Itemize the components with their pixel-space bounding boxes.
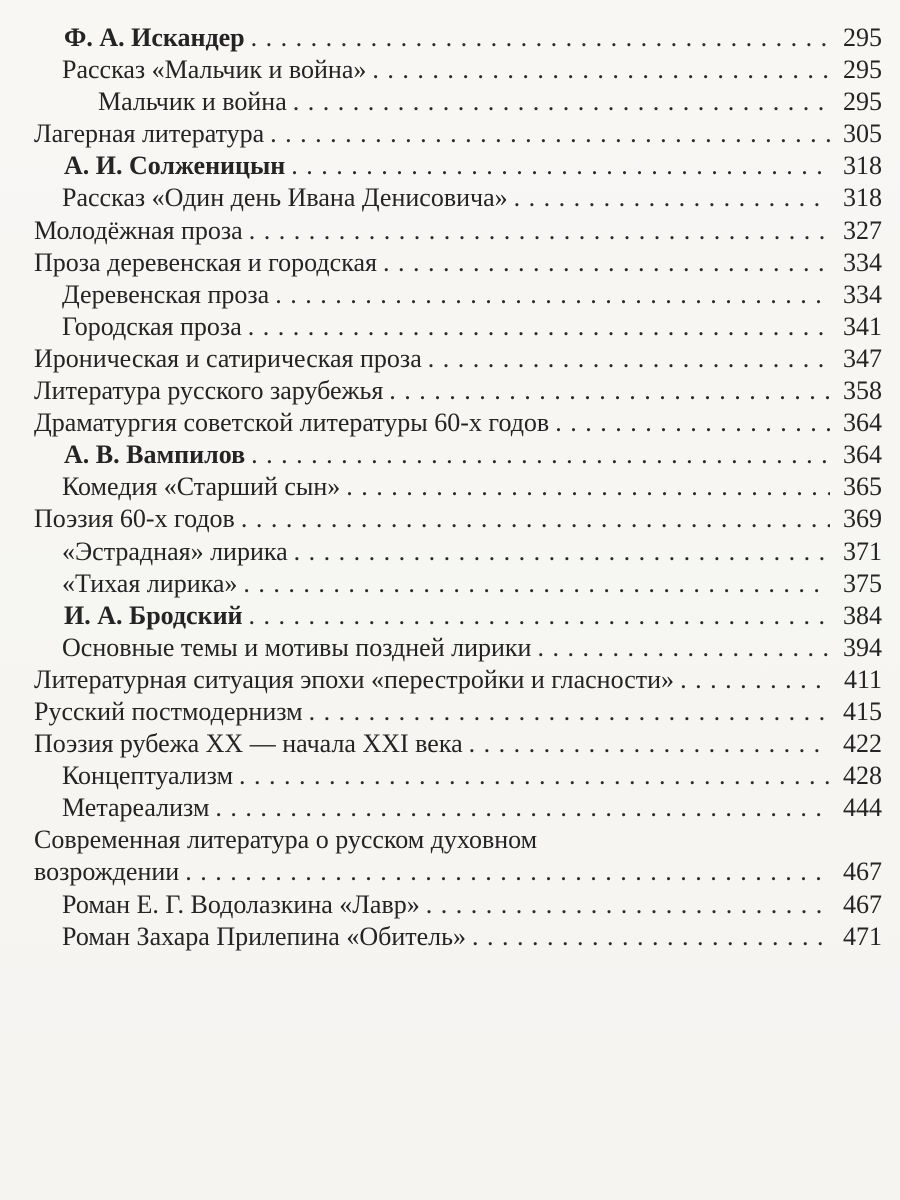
toc-entry-line bbox=[34, 696, 882, 728]
toc-entry bbox=[0, 568, 900, 600]
toc-entry bbox=[0, 760, 900, 792]
toc-entry-line bbox=[34, 728, 882, 760]
table-of-contents bbox=[0, 22, 900, 953]
toc-page-number: 467 bbox=[843, 857, 882, 887]
toc-leader-dots bbox=[243, 568, 830, 600]
toc-entry-title: Поэзия 60-х годов bbox=[34, 504, 235, 534]
toc-page-number: 358 bbox=[843, 376, 882, 406]
toc-entry-title: Концептуализм bbox=[62, 761, 234, 791]
toc-leader-dots bbox=[383, 247, 830, 279]
toc-page-number: 422 bbox=[843, 729, 882, 759]
toc-entry bbox=[0, 536, 900, 568]
toc-page-number: 295 bbox=[843, 23, 882, 52]
toc-leader-dots bbox=[372, 54, 830, 86]
toc-entry-title: Мальчик и война bbox=[98, 87, 287, 117]
toc-entry-line bbox=[62, 536, 882, 568]
toc-entry-title-line1: Современная литература о русском духовном bbox=[34, 825, 538, 855]
toc-entry bbox=[0, 503, 900, 535]
toc-entry-line bbox=[62, 889, 882, 921]
toc-entry-line bbox=[34, 247, 882, 279]
toc-page-number: 375 bbox=[843, 568, 882, 598]
toc-entry-line bbox=[62, 921, 882, 953]
toc-leader-dots bbox=[680, 664, 830, 696]
toc-leader-dots bbox=[555, 407, 830, 439]
toc-page-number: 384 bbox=[843, 600, 882, 630]
toc-entry-line bbox=[62, 311, 882, 343]
toc-leader-dots bbox=[275, 279, 830, 311]
toc-entry-title: Поэзия рубежа XX — начала XXI века bbox=[34, 729, 463, 759]
toc-page-number: 364 bbox=[843, 440, 882, 470]
toc-entry bbox=[0, 54, 900, 86]
toc-page-number: 444 bbox=[843, 793, 882, 823]
toc-entry bbox=[0, 86, 900, 118]
toc-leader-dots bbox=[514, 182, 830, 214]
toc-entry-line bbox=[62, 54, 882, 86]
toc-entry-title: «Эстрадная» лирика bbox=[62, 536, 288, 566]
toc-entry bbox=[0, 247, 900, 279]
toc-entry bbox=[0, 728, 900, 760]
toc-entry bbox=[0, 22, 900, 54]
toc-page-number: 471 bbox=[843, 921, 882, 951]
toc-leader-dots bbox=[251, 439, 830, 471]
toc-page-number: 341 bbox=[843, 311, 882, 341]
toc-page-number: 295 bbox=[843, 87, 882, 117]
toc-page-number: 334 bbox=[843, 247, 882, 277]
toc-page-number: 415 bbox=[843, 696, 882, 726]
toc-leader-dots bbox=[294, 536, 830, 568]
toc-leader-dots bbox=[249, 600, 830, 632]
toc-entry-line bbox=[64, 150, 882, 182]
toc-page-number: 411 bbox=[843, 664, 882, 694]
toc-leader-dots bbox=[241, 503, 830, 535]
toc-entry-line bbox=[98, 86, 882, 118]
toc-entry-title: Комедия «Старший сын» bbox=[62, 472, 341, 502]
toc-entry-title: Драматургия советской литературы 60-х годов bbox=[34, 408, 550, 438]
toc-entry-title: А. В. Вампилов bbox=[64, 440, 246, 470]
toc-entry bbox=[0, 215, 900, 247]
toc-entry-title: Основные темы и мотивы поздней лирики bbox=[62, 632, 532, 662]
toc-entry-title: «Тихая лирика» bbox=[62, 568, 238, 598]
toc-entry bbox=[0, 632, 900, 664]
toc-entry-line bbox=[62, 182, 882, 214]
toc-entry bbox=[0, 889, 900, 921]
toc-entry bbox=[0, 279, 900, 311]
toc-entry-title: А. И. Солженицын bbox=[64, 151, 286, 181]
toc-entry-line bbox=[34, 215, 882, 247]
toc-page-number: 305 bbox=[843, 119, 882, 149]
toc-leader-dots bbox=[239, 760, 830, 792]
toc-page-number: 467 bbox=[843, 889, 882, 919]
toc-page-number: 394 bbox=[843, 632, 882, 662]
toc-entry-title: Ироническая и сатирическая проза bbox=[34, 343, 422, 373]
toc-entry-title: Роман Захара Прилепина «Обитель» bbox=[62, 921, 466, 951]
toc-leader-dots bbox=[291, 150, 830, 182]
toc-entry-line bbox=[62, 632, 882, 664]
toc-page-number: 347 bbox=[843, 343, 882, 373]
toc-entry bbox=[0, 921, 900, 953]
toc-entry-title: И. А. Бродский bbox=[64, 600, 243, 630]
toc-entry-line bbox=[34, 503, 882, 535]
toc-entry-title: Русский постмодернизм bbox=[34, 696, 303, 726]
toc-entry-line bbox=[34, 407, 882, 439]
toc-entry bbox=[0, 182, 900, 214]
toc-entry bbox=[0, 375, 900, 407]
toc-page-number: 364 bbox=[843, 408, 882, 438]
toc-leader-dots bbox=[426, 889, 830, 921]
toc-entry-title: возрождении bbox=[34, 857, 180, 887]
toc-page-number: 369 bbox=[843, 504, 882, 534]
toc-entry bbox=[0, 343, 900, 375]
toc-entry-line bbox=[62, 760, 882, 792]
toc-entry bbox=[0, 792, 900, 824]
toc-entry-line bbox=[64, 22, 882, 54]
toc-entry-line bbox=[34, 118, 882, 150]
toc-page-number: 318 bbox=[843, 183, 882, 213]
toc-leader-dots bbox=[309, 696, 830, 728]
toc-entry bbox=[0, 600, 900, 632]
toc-leader-dots bbox=[472, 921, 830, 953]
toc-page-number: 334 bbox=[843, 279, 882, 309]
toc-entry-title: Лагерная литература bbox=[34, 119, 265, 149]
toc-leader-dots bbox=[185, 856, 830, 888]
toc-leader-dots bbox=[293, 86, 830, 118]
toc-page-number: 318 bbox=[843, 151, 882, 181]
toc-entry-line bbox=[62, 471, 882, 503]
toc-entry-title: Рассказ «Мальчик и война» bbox=[62, 55, 367, 85]
toc-leader-dots bbox=[346, 471, 830, 503]
toc-entry-line bbox=[34, 856, 882, 888]
toc-entry-title: Деревенская проза bbox=[62, 279, 270, 309]
toc-entry-line bbox=[62, 279, 882, 311]
toc-leader-dots bbox=[469, 728, 830, 760]
toc-leader-dots bbox=[248, 311, 830, 343]
toc-entry bbox=[0, 471, 900, 503]
toc-leader-dots bbox=[428, 343, 830, 375]
toc-entry bbox=[0, 150, 900, 182]
toc-entry-line bbox=[64, 439, 882, 471]
toc-entry bbox=[0, 311, 900, 343]
toc-leader-dots bbox=[389, 375, 830, 407]
toc-entry-line bbox=[64, 600, 882, 632]
toc-leader-dots bbox=[251, 22, 830, 54]
toc-entry bbox=[0, 696, 900, 728]
toc-entry-line bbox=[34, 375, 882, 407]
toc-leader-dots bbox=[249, 215, 830, 247]
toc-entry bbox=[0, 439, 900, 471]
toc-entry-title: Проза деревенская и городская bbox=[34, 247, 377, 277]
toc-page-number: 327 bbox=[843, 215, 882, 245]
toc-entry-line bbox=[62, 568, 882, 600]
toc-entry-title: Рассказ «Один день Ивана Денисовича» bbox=[62, 183, 508, 213]
toc-entry bbox=[0, 407, 900, 439]
toc-entry-line bbox=[34, 664, 882, 696]
toc-entry-line bbox=[34, 343, 882, 375]
toc-entry bbox=[0, 856, 900, 888]
toc-leader-dots bbox=[270, 118, 830, 150]
toc-leader-dots bbox=[215, 792, 830, 824]
toc-entry-title: Метареализм bbox=[62, 793, 210, 823]
toc-page-number: 371 bbox=[843, 536, 882, 566]
toc-entry-title: Молодёжная проза bbox=[34, 215, 243, 245]
toc-entry bbox=[0, 118, 900, 150]
toc-entry-title: Литература русского зарубежья bbox=[34, 376, 384, 406]
toc-entry-title: Роман Е. Г. Водолазкина «Лавр» bbox=[62, 889, 420, 919]
toc-entry-line bbox=[62, 792, 882, 824]
toc-entry-title: Ф. А. Искандер bbox=[64, 23, 245, 52]
toc-page-number: 365 bbox=[843, 472, 882, 502]
toc-page-number: 428 bbox=[843, 761, 882, 791]
toc-leader-dots bbox=[537, 632, 830, 664]
toc-entry-title: Городская проза bbox=[62, 311, 242, 341]
toc-entry-title: Литературная ситуация эпохи «перестройки и гласности» bbox=[34, 664, 675, 694]
toc-page-number: 295 bbox=[843, 55, 882, 85]
toc-entry-multiline-first bbox=[0, 824, 900, 856]
toc-entry bbox=[0, 664, 900, 696]
